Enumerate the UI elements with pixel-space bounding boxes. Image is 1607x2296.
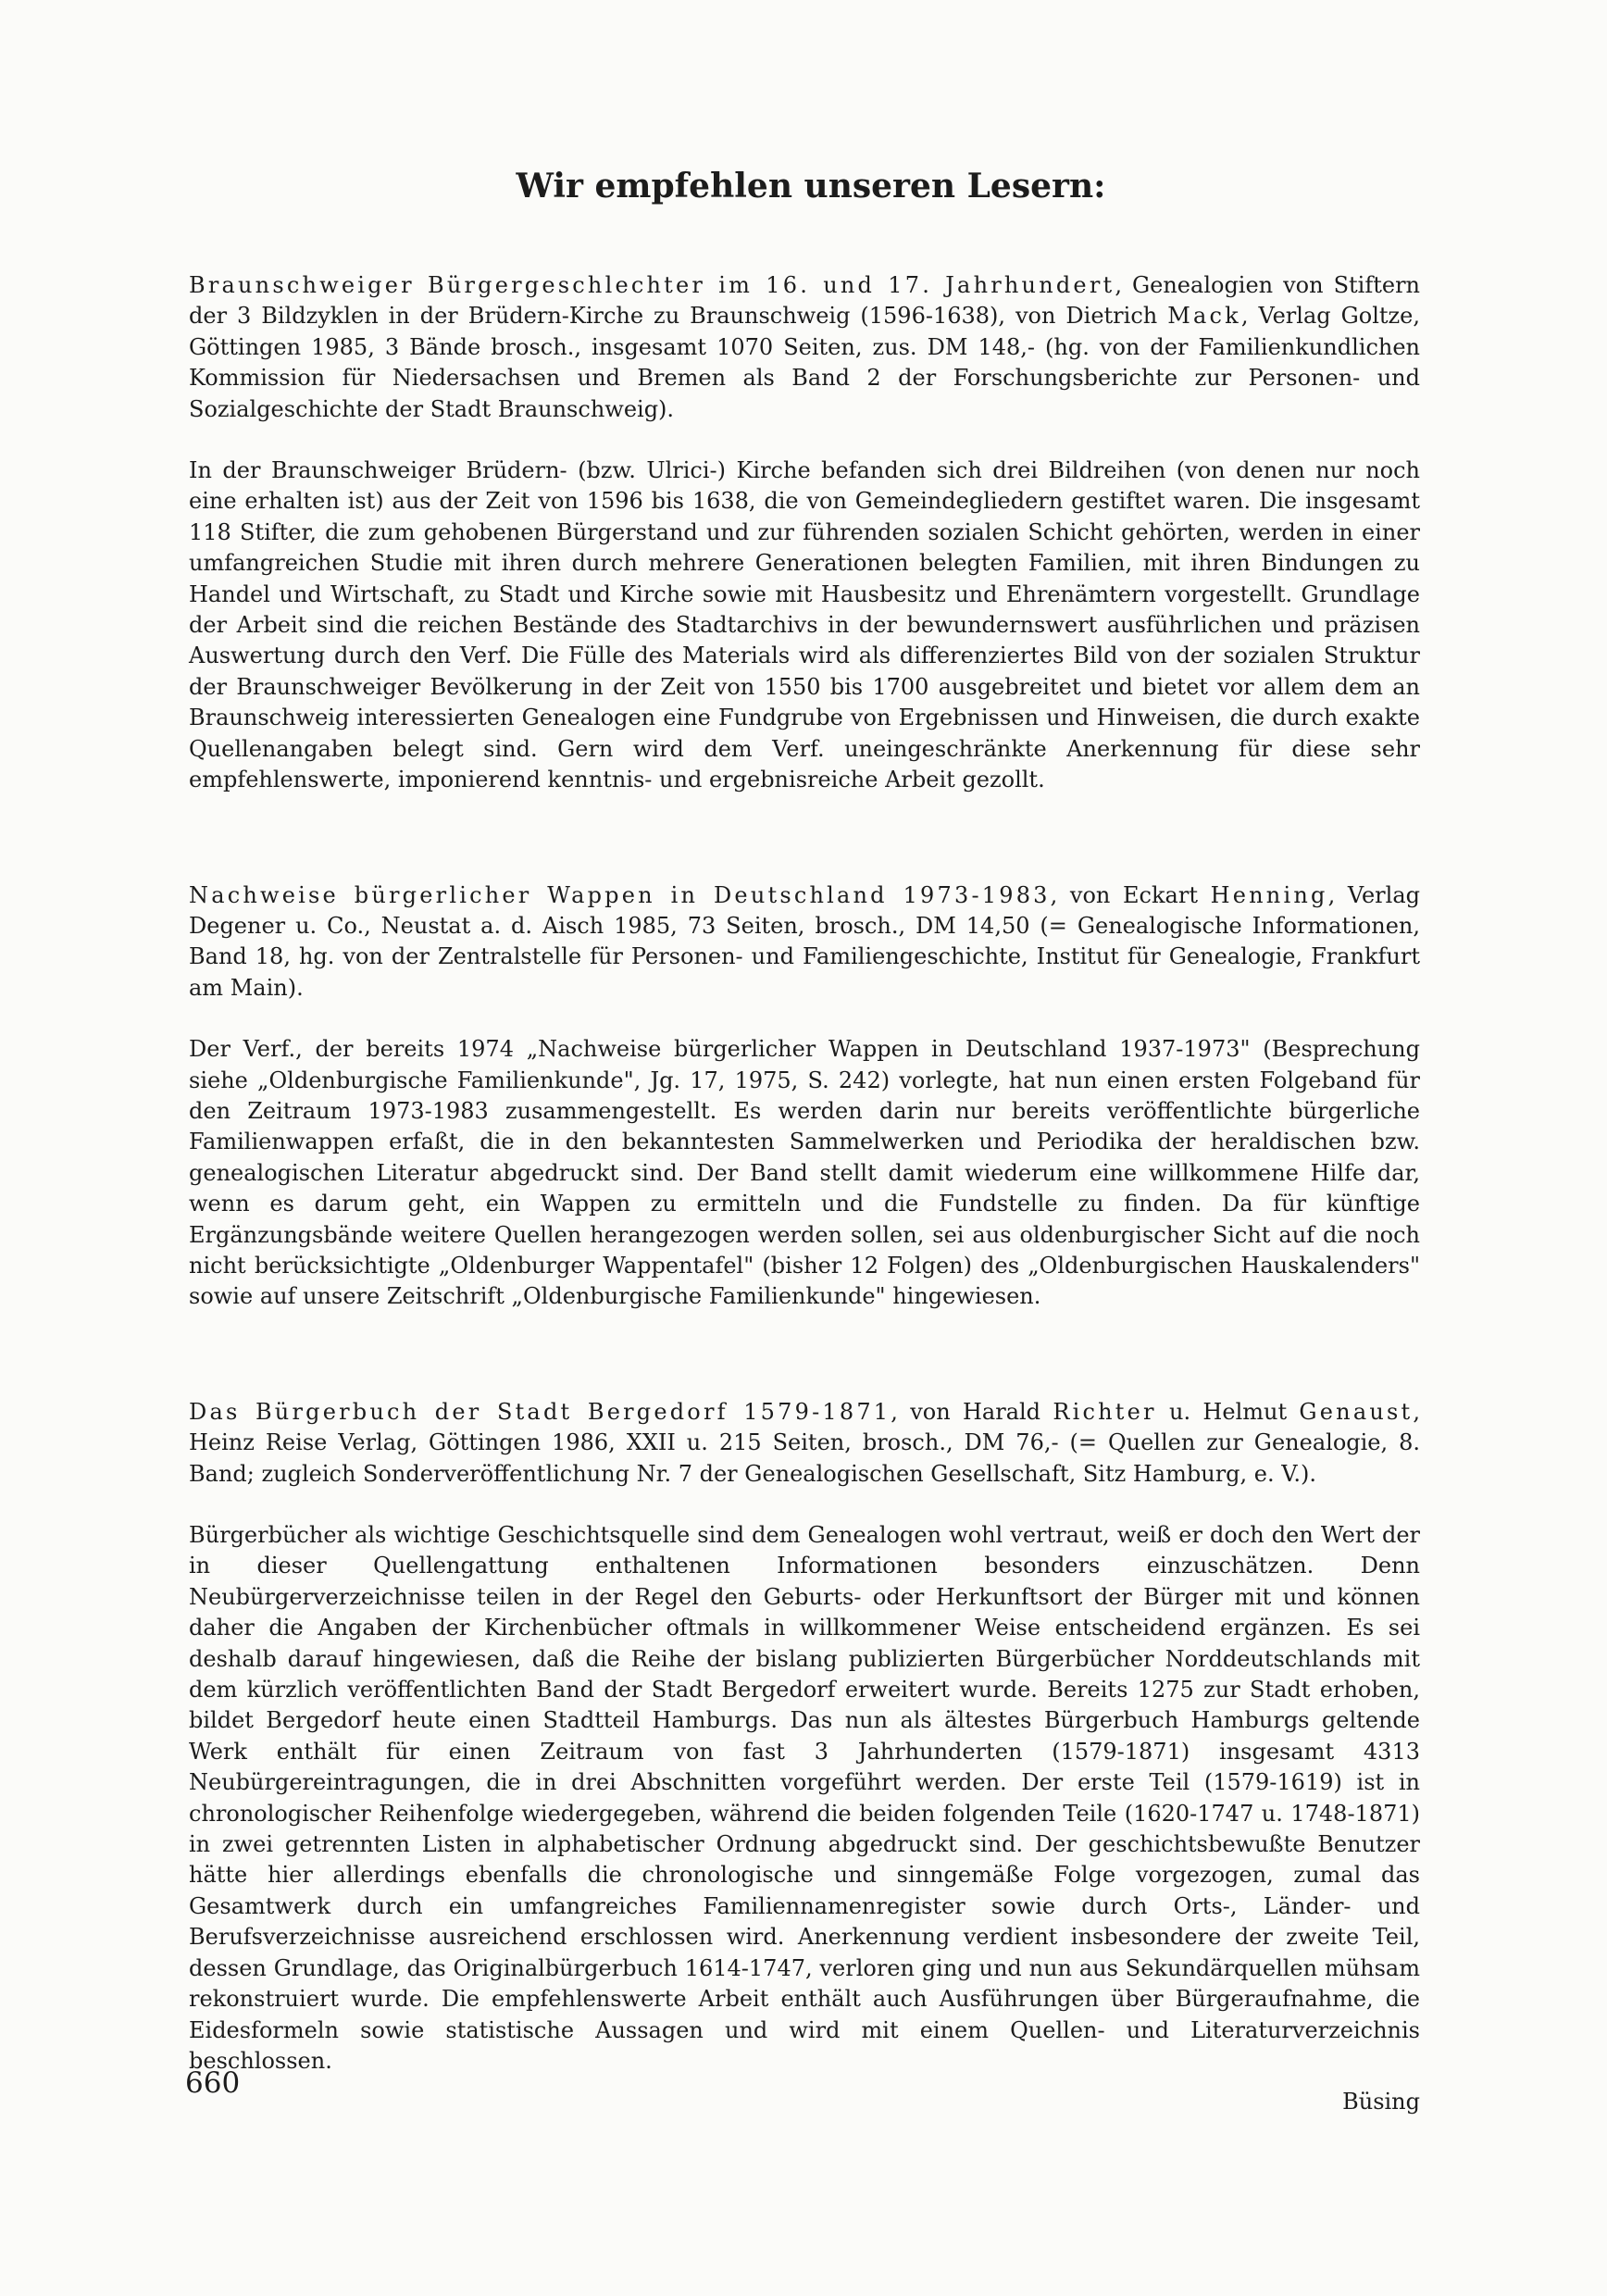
review-citation	[189, 1397, 1420, 1490]
section-spacer	[189, 1313, 1420, 1397]
review-2	[189, 880, 1420, 1313]
review-citation	[189, 270, 1420, 425]
author-name: Henning	[1210, 881, 1328, 908]
review-body: In der Braunschweiger Brüdern- (bzw. Ulrici-) Kirche befanden sich drei Bildreihen (von denen nur noch eine erhalten ist) aus der Zeit von 1596 bis 1638, die von Gemeindegliedern gestiftet waren. Die insgesamt 118 Stifter, die zum gehobenen Bürgerstand und zur führenden sozialen Schicht gehörten, werden in einer umfangreichen Studie mit ihren durch mehrere Generationen belegten Familien, mit ihren Bindungen zu Handel und Wirtschaft, zu Stadt und Kirche sowie mit Hausbesitz und Ehrenämtern vorgestellt. Grundlage der Arbeit sind die reichen Bestände des Stadtarchivs in der bewundernswert ausführlichen und präzisen Auswertung durch den Verf. Die Fülle des Materials wird als differenziertes Bild von der sozialen Struktur der Braunschweiger Bevölkerung in der Zeit von 1550 bis 1700 ausgebreitet und bietet vor allem dem an Braunschweig interessierten Genealogen eine Fundgrube von Ergebnissen und Hinweisen, die durch exakte Quellenangaben belegt sind. Gern wird dem Verf. uneingeschränkte Anerkennung für diese sehr empfehlenswerte, imponierend kenntnis- und ergebnisreiche Arbeit gezollt.	[189, 457, 1420, 793]
author-name: Genaust	[1299, 1398, 1414, 1425]
citation-text: , von Harald	[891, 1398, 1053, 1425]
author-name: Richter	[1053, 1398, 1157, 1425]
review-body: Bürgerbücher als wichtige Geschichtsquelle sind dem Genealogen wohl vertraut, weiß er doch den Wert der in dieser Quellengattung enthaltenen Informationen besonders einzuschätzen. Denn Neubürgerverzeichnisse teilen in der Regel den Geburts- oder Herkunftsort der Bürger mit und können daher die Angaben der Kirchenbücher oftmals in willkommener Weise entscheidend ergänzen. Es sei deshalb darauf hingewiesen, daß die Reihe der bislang publizierten Bürgerbücher Norddeutschlands mit dem kürzlich veröffentlichten Band der Stadt Bergedorf erweitert wurde. Bereits 1275 zur Stadt erhoben, bildet Bergedorf heute einen Stadtteil Hamburgs. Das nun als ältestes Bürgerbuch Hamburgs geltende Werk enthält für einen Zeitraum von fast 3 Jahrhunderten (1579-1871) insgesamt 4313 Neubürgereintragungen, die in drei Abschnitten vorgeführt werden. Der erste Teil (1579-1619) ist in chronologischer Reihenfolge wiedergegeben, während die beiden folgenden Teile (1620-1747 u. 1748-1871) in zwei getrennten Listen in alphabetischer Ordnung abgedruckt sind. Der geschichtsbewußte Benutzer hätte hier allerdings ebenfalls die chronologische und sinngemäße Folge vorgezogen, zumal das Gesamtwerk durch ein umfangreiches Familiennamenregister sowie durch Orts-, Länder- und Berufsverzeichnisse ausreichend erschlossen wird. Anerkennung verdient insbesondere der zweite Teil, dessen Grundlage, das Originalbürgerbuch 1614-1747, verloren ging und nun aus Sekundärquellen mühsam rekonstruiert wurde. Die empfehlenswerte Arbeit enthält auch Ausführungen über Bürgeraufnahme, die Eidesformeln sowie statistische Aussagen und wird mit einem Quellen- und Literaturverzeichnis beschlossen.	[189, 1522, 1420, 2074]
citation-text: , Verlag Goltze, Göttingen 1985, 3 Bände brosch., insgesamt 1070 Seiten, zus. DM 148,- (hg. von der Familienkundlichen Kommission für Niedersachsen und Bremen als Band 2 der Forschungsberichte zur Personen- und Sozialgeschichte der Stadt Braunschweig).	[189, 303, 1421, 422]
review-1	[189, 270, 1420, 796]
citation-text: , Verlag Degener u. Co., Neustat a. d. Aisch 1985, 73 Seiten, brosch., DM 14,50 (= Genealogische Informationen, Band 18, hg. von der Zentralstelle für Personen- und Familiengeschichte, Institut für Genealogie, Frankfurt am Main).	[189, 881, 1420, 1001]
review-body: Der Verf., der bereits 1974 „Nachweise bürgerlicher Wappen in Deutschland 1937-1973" (Besprechung siehe „Oldenburgische Familienkunde", Jg. 17, 1975, S. 242) vorlegte, hat nun einen ersten Folgeband für den Zeitraum 1973-1983 zusammengestellt. Es werden darin nur bereits veröffentlichte bürgerliche Familienwappen erfaßt, die in den bekanntesten Sammelwerken und Periodika der heraldischen bzw. genealogischen Literatur abgedruckt sind. Der Band stellt damit wiederum eine willkommene Hilfe dar, wenn es darum geht, ein Wappen zu ermitteln und die Fundstelle zu finden. Da für künftige Ergänzungsbände weitere Quellen herangezogen werden sollen, sei aus oldenburgischer Sicht auf die noch nicht berücksichtigte „Oldenburger Wappentafel" (bisher 12 Folgen) des „Oldenburgischen Hauskalenders" sowie auf unsere Zeitschrift „Oldenburgische Familienkunde" hingewiesen.	[189, 1036, 1420, 1310]
book-title: Braunschweiger Bürgergeschlechter im 16. und 17. Jahrhundert	[189, 272, 1115, 298]
review-citation	[189, 880, 1420, 1004]
page-content	[189, 167, 1420, 2115]
reviewer-signature: Büsing	[1342, 2089, 1420, 2115]
review-3	[189, 1397, 1420, 2115]
book-title: Das Bürgerbuch der Stadt Bergedorf 1579-1871	[189, 1398, 891, 1425]
page-title: Wir empfehlen unseren Lesern:	[516, 167, 1106, 206]
section-spacer	[189, 796, 1420, 880]
citation-text: , Heinz Reise Verlag, Göttingen 1986, XXII u. 215 Seiten, brosch., DM 76,- (= Quellen zur Genealogie, 8. Band; zugleich Sonderveröffentlichung Nr. 7 der Genealogischen Gesellschaft, Sitz Hamburg, e. V.).	[189, 1398, 1421, 1487]
citation-text: , Genealogien von Stiftern der 3 Bildzyklen in der Brüdern-Kirche zu Braunschweig (1596-1638), von Dietrich	[189, 272, 1420, 330]
citation-text: , von Eckart	[1050, 881, 1211, 908]
citation-text: u. Helmut	[1156, 1398, 1300, 1425]
page-number: 660	[185, 2066, 241, 2100]
book-title: Nachweise bürgerlicher Wappen in Deutschland 1973-1983	[189, 881, 1051, 908]
author-name: Mack	[1167, 303, 1241, 330]
